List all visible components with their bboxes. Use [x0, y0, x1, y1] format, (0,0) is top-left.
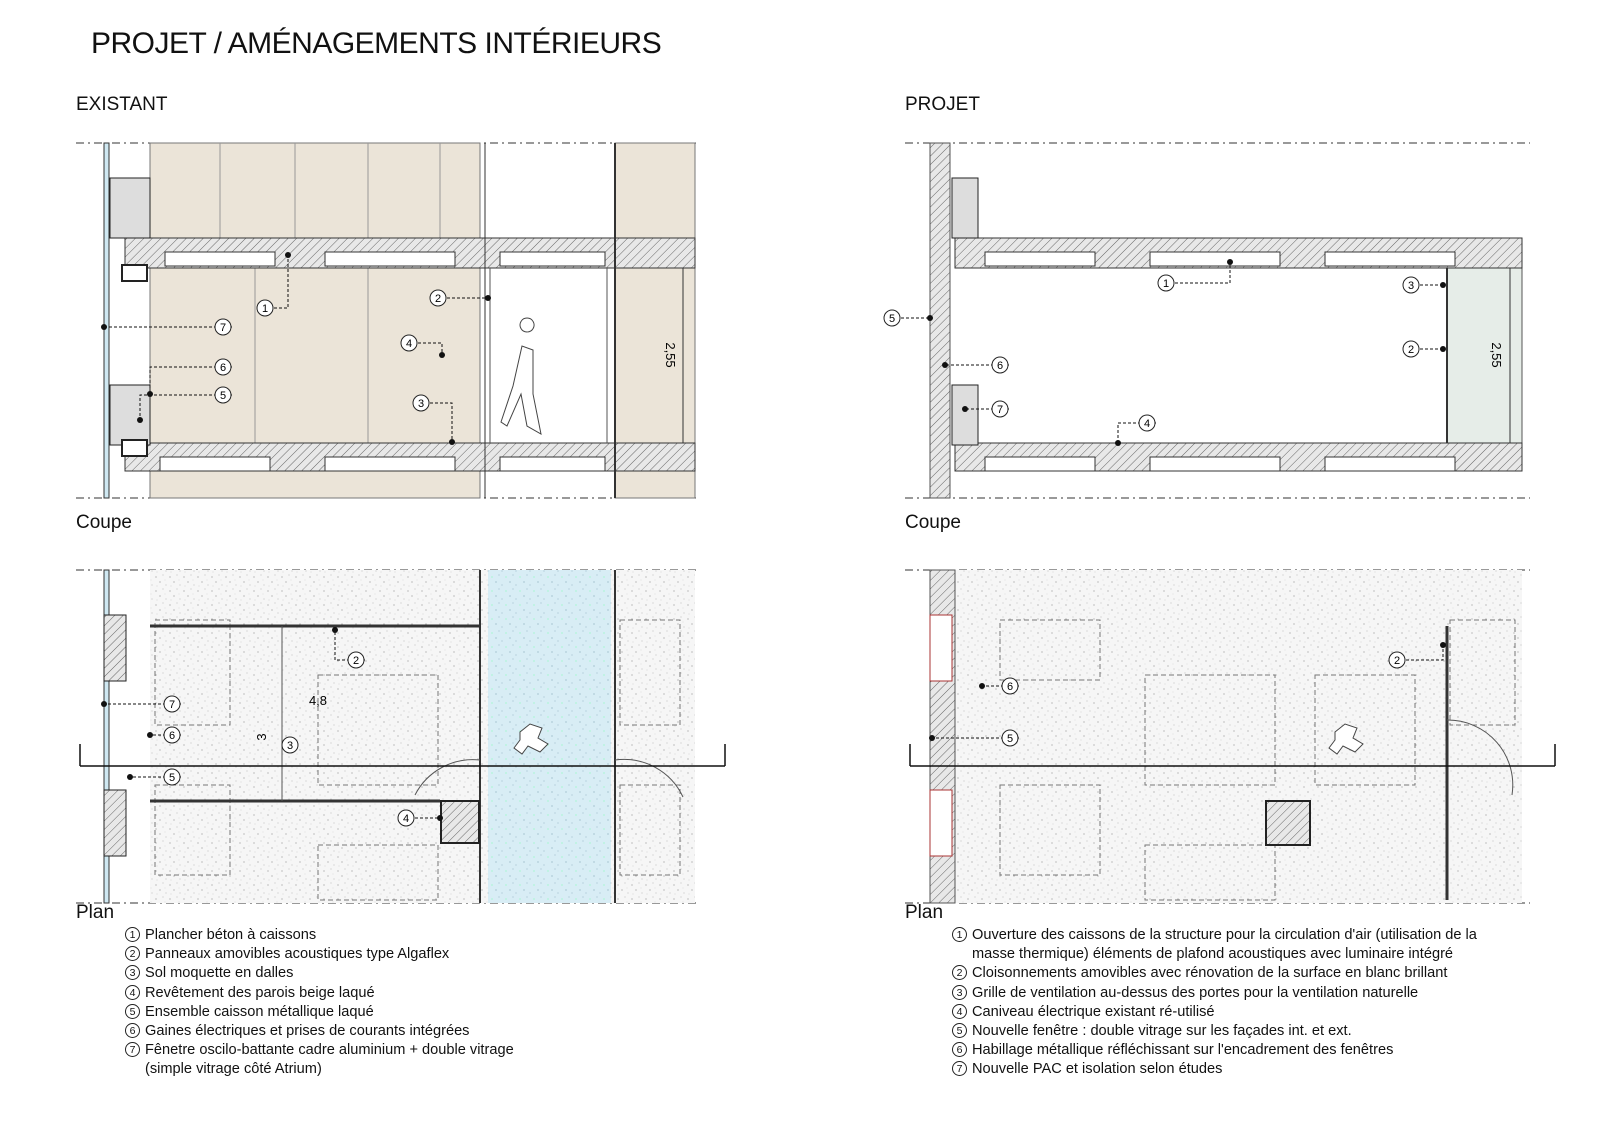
project-legend	[952, 926, 1552, 1080]
existing-legend	[125, 926, 585, 1080]
existing-plan-width-dim: 4,8	[308, 693, 328, 708]
callout-dot	[449, 439, 455, 445]
callout-number: 1	[1162, 278, 1170, 290]
project-plan-label: Plan	[905, 902, 944, 923]
legend-item: 7 Nouvelle PAC et isolation selon études	[952, 1060, 1552, 1079]
callout-dot	[101, 324, 107, 330]
project-section-drawing	[905, 143, 1530, 498]
callout-dot	[1440, 282, 1446, 288]
callout-number: 4	[405, 338, 413, 350]
legend-item: 6 Habillage métallique réfléchissant sur l'encadrement des fenêtres	[952, 1041, 1552, 1060]
callout-dot	[979, 683, 985, 689]
existing-heading: EXISTANT	[76, 94, 168, 115]
existing-section-drawing	[76, 143, 700, 498]
callout-dot	[127, 774, 133, 780]
callout-dot	[1115, 440, 1121, 446]
legend-item: 5 Nouvelle fenêtre : double vitrage sur les façades int. et ext.	[952, 1022, 1552, 1041]
callout-number: 3	[1407, 280, 1415, 292]
callout-number: 3	[417, 398, 425, 410]
callout-number: 4	[1143, 418, 1151, 430]
legend-item: 3 Sol moquette en dalles	[125, 964, 585, 983]
callout-number: 4	[402, 813, 410, 825]
callout-number: 6	[1006, 681, 1014, 693]
existing-plan-depth-dim: 3	[254, 733, 269, 741]
callout-dot	[147, 391, 153, 397]
legend-item: 2 Panneaux amovibles acoustiques type Algaflex	[125, 945, 585, 964]
callout-number: 7	[168, 699, 176, 711]
page-title: PROJET / AMÉNAGEMENTS INTÉRIEURS	[91, 27, 662, 60]
callout-number: 6	[168, 730, 176, 742]
callout-dot	[927, 315, 933, 321]
callout-dot	[285, 252, 291, 258]
callout-dot	[437, 815, 443, 821]
callout-dot	[439, 352, 445, 358]
callout-dot	[147, 732, 153, 738]
callout-dot	[1440, 642, 1446, 648]
legend-item: 2 Cloisonnements amovibles avec rénovation de la surface en blanc brillant	[952, 964, 1552, 983]
callout-dot	[485, 295, 491, 301]
legend-item: 1 Plancher béton à caissons	[125, 926, 585, 945]
callout-number: 3	[286, 740, 294, 752]
project-heading: PROJET	[905, 94, 980, 115]
legend-item: 4 Caniveau électrique existant ré-utilisé	[952, 1003, 1552, 1022]
callout-dot	[332, 627, 338, 633]
callout-number: 2	[1393, 655, 1401, 667]
existing-plan-label: Plan	[76, 902, 115, 923]
legend-item: 3 Grille de ventilation au-dessus des portes pour la ventilation naturelle	[952, 984, 1552, 1003]
callout-number: 5	[888, 313, 896, 325]
callout-number: 2	[434, 293, 442, 305]
callout-dot	[942, 362, 948, 368]
callout-dot	[962, 406, 968, 412]
callout-number: 2	[1407, 344, 1415, 356]
existing-section-height: 2,55	[663, 342, 678, 368]
callout-dot	[929, 735, 935, 741]
project-section-label: Coupe	[905, 512, 961, 533]
legend-item: 7 Fênetre oscilo-battante cadre aluminium + double vitrage (simple vitrage côté Atrium)	[125, 1041, 585, 1079]
callout-number: 7	[996, 404, 1004, 416]
callout-number: 2	[352, 655, 360, 667]
legend-item: 6 Gaines électriques et prises de courants intégrées	[125, 1022, 585, 1041]
legend-item: 5 Ensemble caisson métallique laqué	[125, 1003, 585, 1022]
legend-item: 4 Revêtement des parois beige laqué	[125, 984, 585, 1003]
callout-number: 6	[219, 362, 227, 374]
callout-dot	[137, 417, 143, 423]
callout-number: 5	[1006, 733, 1014, 745]
project-section-height: 2,55	[1489, 342, 1504, 368]
callout-dot	[1440, 346, 1446, 352]
callout-number: 1	[261, 303, 269, 315]
callout-number: 6	[996, 360, 1004, 372]
callout-dot	[101, 701, 107, 707]
callout-dot	[1227, 259, 1233, 265]
callout-number: 5	[168, 772, 176, 784]
callout-number: 7	[219, 322, 227, 334]
existing-section-label: Coupe	[76, 512, 132, 533]
legend-item: 1 Ouverture des caissons de la structure pour la circulation d'air (utilisation de la masse thermique) éléments de plafond acoustiques avec luminaire intégré	[952, 926, 1552, 964]
callout-number: 5	[219, 390, 227, 402]
